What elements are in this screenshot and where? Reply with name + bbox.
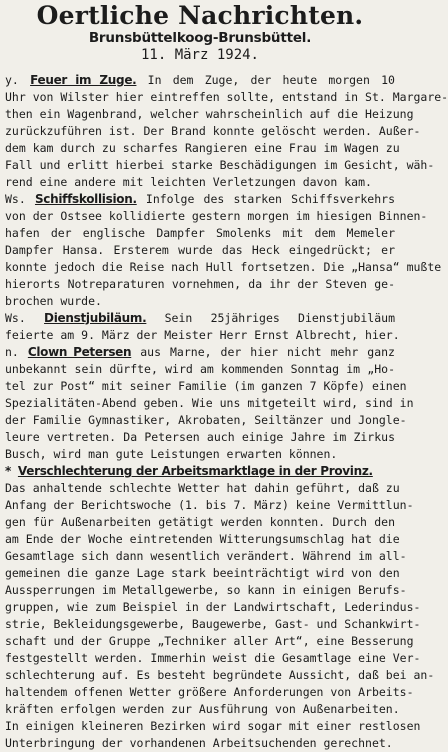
issue-date: 11. März 1924.: [140, 47, 259, 63]
article-line: aus Marne, der hier nicht mehr ganz: [140, 345, 395, 359]
article-line: In dem Zuge, der heute morgen 10: [147, 73, 395, 87]
article-line: Dampfer Hansa. Ersterem wurde das Heck eingedrückt; er: [5, 243, 395, 257]
article-clown: [5, 344, 414, 463]
article-line: leure vertreten. Da Petersen auch einige Jahre im Zirkus: [5, 430, 395, 444]
article-line: hafen der englische Dampfer Smolenks mit dem Memeler: [5, 226, 395, 240]
article-line: strie, Bekleidungsgewerbe, Baugewerbe, Gast- und Schankwirt-: [5, 617, 421, 631]
article-line: tel zur Post“ mit seiner Familie (im ganzen 7 Köpfe) einen: [5, 379, 407, 393]
article-line: Das anhaltende schlechte Wetter hat dahin geführt, daß zu: [5, 481, 400, 495]
article-author: Ws.: [5, 311, 26, 325]
article-line: konnte jedoch die Reise nach Hull fortsetzen. Die „Hansa“ mußte: [5, 260, 442, 274]
article-line: gruppen, wie zum Beispiel in der Landwirtschaft, Lederindus-: [5, 600, 421, 614]
article-fire: [5, 72, 448, 191]
article-line: brochen wurde.: [5, 294, 102, 308]
article-headline: Feuer im Zuge.: [30, 73, 137, 87]
article-line: gemeinen die ganze Lage stark beeinträchtigt wird von den: [5, 566, 400, 580]
article-line: Infolge des starken Schiffsverkehrs: [145, 192, 395, 206]
article-line: festgestellt werden. Immerhin weist die Gesamtlage eine Ver-: [5, 651, 421, 665]
article-line: Spezialitäten-Abend geben. Wie uns mitgeteilt wird, sind in: [5, 396, 414, 410]
article-line: zurückzuführen ist. Der Brand konnte gelöscht werden. Außer-: [5, 124, 421, 138]
article-line: gen für Außenarbeiten getätigt werden konnten. Durch den: [5, 515, 395, 529]
article-line: Gesamtlage sich dann wesentlich verändert. Während im all-: [5, 549, 407, 563]
article-line: am Ende der Woche eintretenden Witterungsumschlag hat die: [5, 532, 400, 546]
article-author: Ws.: [5, 192, 26, 206]
article-line: der Familie Gymnastiker, Akrobaten, Seiltänzer und Jongle-: [5, 413, 407, 427]
article-line: schaft und der Gruppe „Techniker aller Art“, eine Besserung: [5, 634, 414, 648]
article-anniversary: [5, 310, 400, 344]
article-line: dem kam durch zu scharfes Rangieren eine Frau im Wagen zu: [5, 141, 400, 155]
article-collision: [5, 191, 442, 310]
article-line: schlechterung auf. Es besteht begründete Aussicht, daß bei an-: [5, 668, 435, 682]
article-line: kräften erfolgen werden zur Ausführung von Außenarbeiten.: [5, 702, 400, 716]
article-line: hierorts Notreparaturen vornehmen, da ihr der Steven ge-: [5, 277, 395, 291]
article-line: rend eine andere mit leichten Verletzungen davon kam.: [5, 175, 372, 189]
article-line: Busch, wird man gute Leistungen erwarten können.: [5, 447, 338, 461]
article-author: n.: [5, 345, 19, 359]
article-line: Uhr von Wilster hier eintreffen sollte, entstand in St. Margare-: [5, 90, 448, 104]
article-headline: Verschlechterung der Arbeitsmarktlage in der Provinz.: [17, 464, 373, 478]
article-line: unbekannt sein dürfte, wird am kommenden Sonntag im „Ho-: [5, 362, 395, 376]
article-list: [5, 72, 448, 752]
section-title: Oertliche Nachrichten.: [36, 1, 364, 30]
locality-subtitle: Brunsbüttelkoog-Brunsbüttel.: [88, 30, 312, 46]
article-line: Fall und erlitt hierbei starke Beschädigungen im Gesicht, wäh-: [5, 158, 435, 172]
article-line: Unterbringung der vorhandenen Arbeitsuchenden gerechnet.: [5, 736, 393, 750]
article-line: Aussperrungen im Metallgewerbe, so kann in einigen Berufs-: [5, 583, 407, 597]
article-line: haltendem offenen Wetter größere Anforderungen von Arbeits-: [5, 685, 414, 699]
article-line: feierte am 9. März der Meister Herr Ernst Albrecht, hier.: [5, 328, 400, 342]
article-labor-market: [5, 463, 435, 752]
article-headline: Dienstjubiläum.: [44, 311, 147, 325]
article-headline: Schiffskollision.: [34, 192, 137, 206]
article-line: von der Ostsee kollidierte gestern morgen im hiesigen Binnen-: [5, 209, 428, 223]
article-author: y.: [5, 73, 19, 87]
article-line: then ein Wagenbrand, welcher wahrscheinlich auf die Heizung: [5, 107, 414, 121]
article-line: Anfang der Berichtswoche (1. bis 7. März) keine Vermittlun-: [5, 498, 414, 512]
article-line: Sein 25jähriges Dienstjubiläum: [164, 311, 395, 325]
article-author: *: [5, 464, 11, 478]
article-line: In einigen kleineren Bezirken wird sogar mit einer restlosen: [5, 719, 421, 733]
article-headline: Clown Petersen: [27, 345, 132, 359]
